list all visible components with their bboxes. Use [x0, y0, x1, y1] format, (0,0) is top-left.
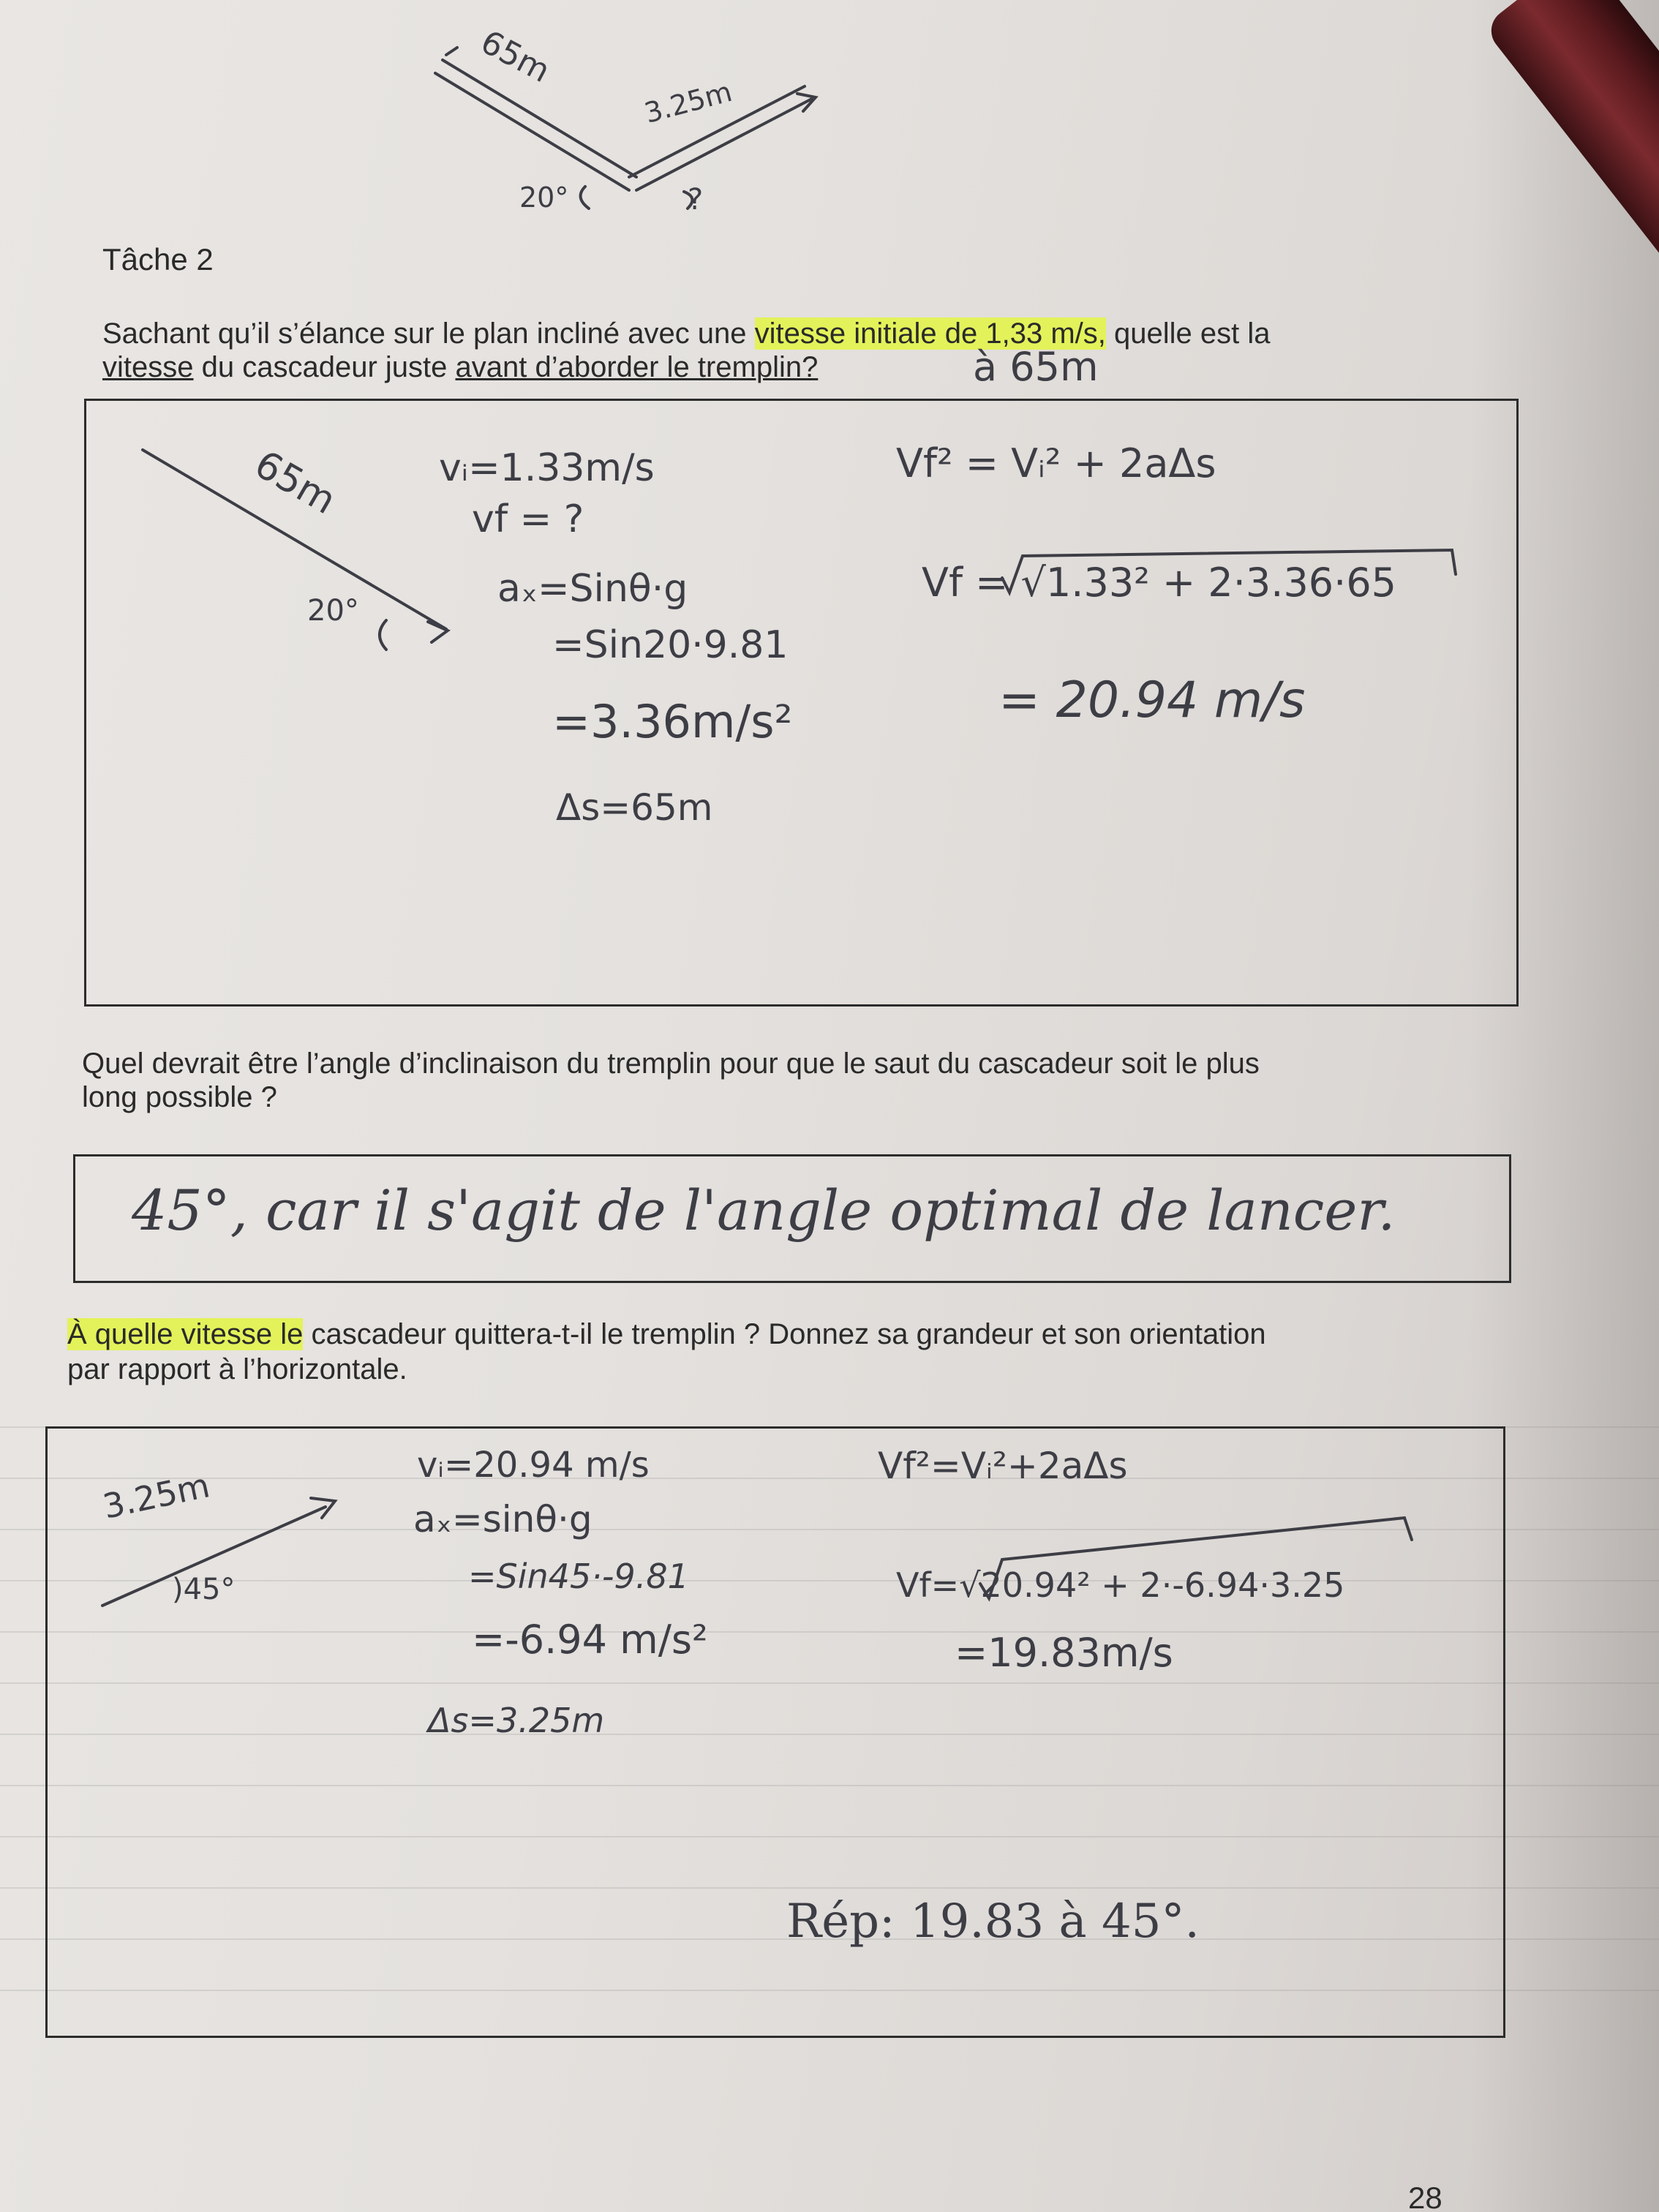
answer-box-3 [45, 1426, 1505, 2038]
box1-ax3: =3.36m/s² [552, 695, 793, 748]
q3-line1-rest: cascadeur quittera-t-il le tremplin ? Donnez sa grandeur et son orientation [303, 1318, 1266, 1350]
top-label-65m: 65m [474, 23, 557, 91]
task-question-ul2: avant d’aborder le tremplin? [455, 351, 819, 383]
box1-sqrt: Vf = √1.33² + 2·3.36·65 [922, 560, 1397, 606]
box3-sqrt: Vf=√20.94² + 2·-6.94·3.25 [896, 1565, 1345, 1605]
box3-result: =19.83m/s [955, 1630, 1173, 1676]
q3-highlight: À quelle vitesse le [67, 1318, 304, 1350]
top-label-325m: 3.25m [641, 75, 736, 129]
box1-vf: vf = ? [472, 497, 584, 541]
box1-formula: Vf² = Vᵢ² + 2aΔs [896, 440, 1216, 486]
task-title: Tâche 2 [102, 242, 214, 276]
box1-vi: vᵢ=1.33m/s [439, 446, 655, 490]
box3-label-45deg: )45° [172, 1573, 236, 1606]
top-label-20deg: 20° [519, 181, 569, 214]
task-question-ul1: vitesse [102, 351, 194, 383]
q3-line1 [67, 1317, 1266, 1352]
task-handnote: à 65m [973, 344, 1099, 390]
top-ramp-line [435, 73, 629, 190]
box1-ax2: =Sin20·9.81 [552, 623, 789, 667]
box1-label-20deg: 20° [307, 594, 359, 628]
task-question-post: quelle est la [1105, 317, 1271, 350]
box1-ds: Δs=65m [556, 786, 713, 829]
box3-ds: Δs=3.25m [428, 1701, 605, 1740]
box3-label-325m: 3.25m [99, 1465, 214, 1527]
box1-label-65m: 65m [247, 442, 344, 524]
box3-formula: Vf²=Vᵢ²+2aΔs [878, 1445, 1128, 1487]
box1-ax: aₓ=Sinθ·g [497, 567, 688, 611]
box1-result: = 20.94 m/s [998, 672, 1306, 729]
task-question-mid: du cascadeur juste [193, 351, 456, 383]
box3-ax: aₓ=sinθ·g [413, 1498, 592, 1540]
q3-line2: par rapport à l’horizontale. [67, 1353, 407, 1385]
box3-ax3: =-6.94 m/s² [472, 1617, 708, 1663]
task-question-line2 [102, 350, 818, 385]
q2-line1: Quel devrait être l’angle d’inclinaison du tremplin pour que le saut du cascadeur soit le plus [82, 1047, 1260, 1080]
task-question-pre: Sachant qu’il s’élance sur le plan incliné avec une [102, 317, 755, 350]
box3-answer: Rép: 19.83 à 45°. [786, 1895, 1200, 1949]
box3-vi: vᵢ=20.94 m/s [417, 1445, 650, 1486]
task-question-highlight: vitesse initiale de 1,33 m/s, [754, 317, 1106, 350]
q2-answer: 45°, car il s'agit de l'angle optimal de lancer. [132, 1178, 1396, 1243]
page-number: 28 [1408, 2181, 1442, 2212]
top-label-question: ? [688, 183, 704, 217]
q2-line2: long possible ? [82, 1081, 277, 1113]
top-angle-arc [581, 187, 589, 208]
box3-ax2: =Sin45·-9.81 [468, 1557, 689, 1596]
